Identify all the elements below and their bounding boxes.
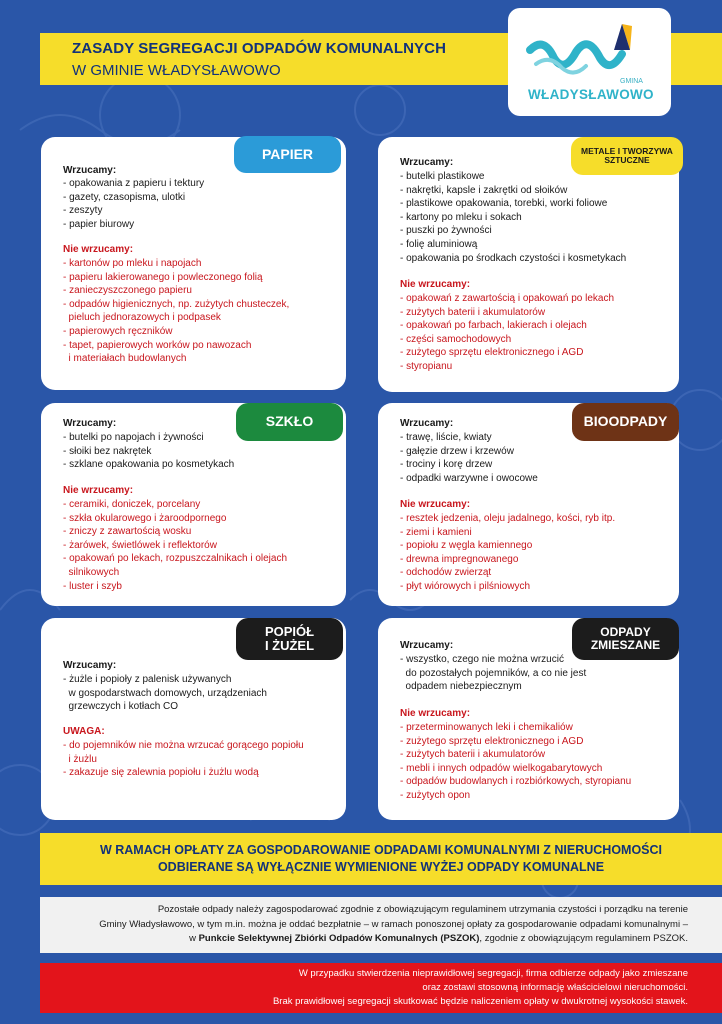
szklo-in-label: Wrzucamy: [63,418,117,429]
list-item: grzewczych i kotłach CO [63,701,179,713]
zmieszane-out-label: Nie wrzucamy: [400,708,471,719]
list-item: i żużlu [63,753,97,765]
list-item: - nakrętki, kapsle i zakrętki od słoików [400,184,568,196]
list-item: w gospodarstwach domowych, urządzeniach [63,687,267,699]
page-title: ZASADY SEGREGACJI ODPADÓW KOMUNALNYCH [72,40,446,57]
list-item: - żużle i popioły z palenisk używanych [63,674,232,685]
badge-papier: PAPIER [234,136,341,173]
logo-small-text: GMINA [620,78,643,85]
list-item: - słoiki bez nakrętek [63,445,152,457]
popiol-in-label: Wrzucamy: [63,660,117,671]
list-item: - zużytego sprzętu elektronicznego i AGD [400,735,584,747]
list-item: - folię aluminiową [400,238,478,250]
card-popiol [41,618,346,820]
card-zmieszane [378,618,679,820]
list-item: i materiałach budowlanych [63,353,187,365]
bottom-notice: W RAMACH OPŁATY ZA GOSPODAROWANIE ODPADAMI KOMUNALNYMI Z NIERUCHOMOŚCI ODBIERANE SĄ WYŁĄCZNIE WYMIENIONE WYŻEJ ODPADY KOMUNALNE [99,843,663,874]
popiol-in-list [63,673,267,714]
list-item: - luster i szyb [63,580,122,592]
list-item: - opakowań po lekach, rozpuszczalnikach i olejach [63,553,288,565]
metale-in-list [400,170,626,265]
list-item: - części samochodowych [400,333,512,345]
list-item: - gałęzie drzew i krzewów [400,445,514,457]
zmieszane-out-list [400,721,631,803]
papier-in-label: Wrzucamy: [63,165,117,176]
list-item: - zużytych opon [400,789,471,801]
badge-szklo: SZKŁO [236,403,343,441]
list-item: - do pojemników nie można wrzucać gorącego popiołu [63,740,304,751]
list-item: - odpadki warzywne i owocowe [400,472,538,484]
list-item: - zniczy z zawartością wosku [63,526,192,538]
list-item: - płyt wiórowych i pilśniowych [400,580,531,592]
list-item: - butelki plastikowe [400,171,485,182]
popiol-out-list [63,739,304,780]
bio-out-label: Nie wrzucamy: [400,499,471,510]
badge-metale: METALE I TWORZYWA SZTUCZNE [571,137,683,175]
list-item: - odchodów zwierząt [400,567,492,579]
pszok-name: Punkcie Selektywnej Zbiórki Odpadów Komunalnych (PSZOK) [198,933,480,944]
list-item: - żarówek, świetlówek i reflektorów [63,539,217,551]
list-item: - papierowych ręczników [63,325,173,337]
list-item: - butelki po napojach i żywności [63,432,204,443]
metale-in-label: Wrzucamy: [400,157,454,168]
papier-out-list [63,257,289,366]
bio-in-list [400,431,538,485]
szklo-in-list [63,431,234,472]
szklo-out-list [63,498,287,593]
info-text: Pozostałe odpady należy zagospodarować zgodnie z obowiązującym regulaminem utrzymania czystości i porządku na terenie Gminy Władysławowo, w tym m.in. można je oddać bezpłatnie – w ramach ponoszonej opłaty za gospodarowanie odpadami komunalnymi – w Punkcie Selektywnej Zbiórki Odpadów Komunalnych (PSZOK), zgodnie z obowiązującym regulaminem PSZOK. [99,904,688,944]
list-item: - puszki po żywności [400,225,492,237]
zmieszane-in-list [400,653,586,694]
page-subtitle: W GMINIE WŁADYSŁAWOWO [72,62,281,79]
list-item: - opakowania z papieru i tektury [63,178,205,189]
list-item: - odpadów budowlanych i rozbiórkowych, styropianu [400,776,632,788]
gmina-logo [508,8,671,116]
metale-out-label: Nie wrzucamy: [400,279,471,290]
list-item: - opakowań z zawartością i opakowań po lekach [400,293,615,304]
list-item: - zużytego sprzętu elektronicznego i AGD [400,347,584,359]
logo-name: WŁADYSŁAWOWO [528,87,654,102]
list-item: - trociny i korę drzew [400,459,493,471]
list-item: - kartony po mleku i sokach [400,211,522,223]
list-item: - mebli i innych odpadów wielkogabarytowych [400,762,603,774]
list-item: - papieru lakierowanego i powleczonego folią [63,271,263,283]
badge-bio: BIOODPADY [572,403,679,441]
list-item: - kartonów po mleku i napojach [63,258,202,269]
list-item: - odpadów higienicznych, np. zużytych chusteczek, [63,298,290,310]
list-item: - tapet, papierowych worków po nawozach [63,339,252,351]
card-papier [41,137,346,390]
zmieszane-in-label: Wrzucamy: [400,640,454,651]
list-item: - szkła okularowego i żaroodpornego [63,512,227,524]
list-item: - drewna impregnowanego [400,553,519,565]
badge-popiol: POPIÓŁ I ŻUŻEL [236,618,343,660]
list-item: - papier biurowy [63,218,135,230]
list-item: - opakowań po farbach, lakierach i olejach [400,320,587,332]
papier-in-list [63,177,204,231]
card-metale [378,137,679,392]
list-item: - przeterminowanych leki i chemikaliów [400,722,573,733]
popiol-out-label: UWAGA: [63,726,105,737]
list-item: - ceramiki, doniczek, porcelany [63,499,201,510]
list-item: pieluch jednorazowych i podpasek [63,312,221,324]
szklo-out-label: Nie wrzucamy: [63,485,134,496]
list-item: - trawę, liście, kwiaty [400,432,492,443]
list-item: odpadem niebezpiecznym [400,681,522,693]
card-szklo [41,403,346,606]
papier-out-label: Nie wrzucamy: [63,244,134,255]
list-item: - zakazuje się zalewnia popiołu i żużlu wodą [63,767,259,779]
list-item: - plastikowe opakowania, torebki, worki foliowe [400,198,608,210]
list-item: silnikowych [63,566,120,578]
list-item: do pozostałych pojemników, a co nie jest [400,667,587,679]
list-item: - zużytych baterii i akumulatorów [400,306,546,318]
bio-out-list [400,512,615,594]
badge-zmieszane: ODPADY ZMIESZANE [572,618,679,660]
list-item: - wszystko, czego nie można wrzucić [400,654,564,665]
list-item: - gazety, czasopisma, ulotki [63,191,186,203]
list-item: - popiołu z węgla kamiennego [400,540,533,552]
list-item: - resztek jedzenia, oleju jadalnego, kości, ryb itp. [400,513,616,524]
wave-logo-icon [526,20,656,78]
list-item: - zużytych baterii i akumulatorów [400,749,546,761]
metale-out-list [400,292,614,374]
warning-text: W przypadku stwierdzenia nieprawidłowej segregacji, firma odbierze odpady jako zmieszane oraz zostawi stosowną informację właścicielowi nieruchomości. Brak prawidłowej segregacji skutkować będzie naliczeniem opłaty w dwukrotnej wysokości stawek. [272,968,688,1007]
card-bio [378,403,679,606]
list-item: - opakowania po środkach czystości i kosmetykach [400,252,627,264]
list-item: - ziemi i kamieni [400,526,472,538]
list-item: - styropianu [400,360,453,372]
list-item: - zeszyty [63,205,103,217]
bio-in-label: Wrzucamy: [400,418,454,429]
list-item: - zanieczyszczonego papieru [63,285,192,297]
list-item: - szklane opakowania po kosmetykach [63,459,235,471]
